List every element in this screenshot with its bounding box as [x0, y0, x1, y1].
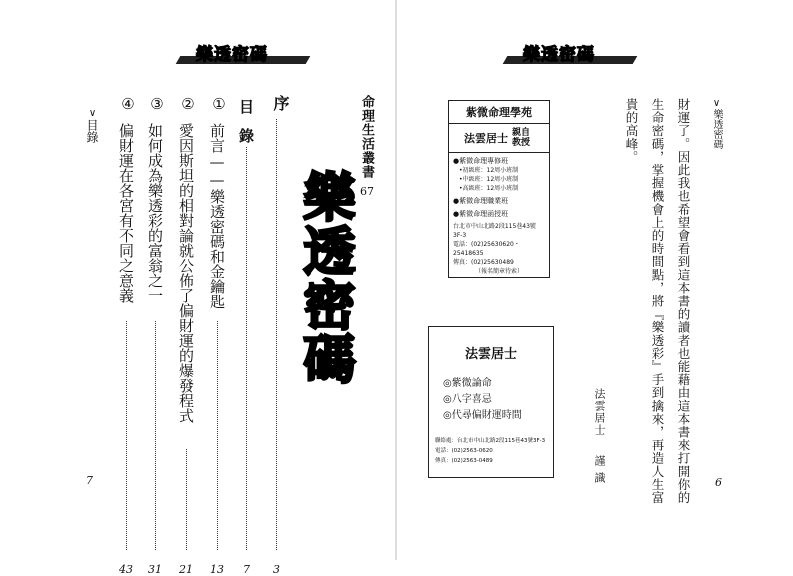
toc-leader-dots: [217, 321, 218, 550]
toc-entry-title: 愛因斯坦的相對論就公佈了偏財運的爆發程式: [177, 123, 195, 423]
toc-leader-dots: [155, 321, 156, 550]
ad-service-item: ◎八字喜忌: [443, 394, 492, 405]
body-line: 生命密碼，掌握機會上的時間點，將『樂透彩』手到擒來，再造人生富: [650, 98, 665, 505]
banner-text: 樂透密碼: [523, 45, 595, 65]
banner-text: 樂透密碼: [196, 45, 268, 65]
toc-entry-number: ④: [119, 95, 137, 113]
toc-entry-number: 序: [271, 95, 290, 111]
toc-leader-dots: [276, 119, 277, 550]
ad-course-professional: ●紫微命理職業班: [453, 197, 509, 205]
toc-entry-page: 31: [148, 563, 162, 576]
toc-entry-number: ①: [210, 95, 228, 113]
body-line: 貴的高峰。: [624, 98, 639, 164]
ad-academy-title: 紫微命理學苑: [449, 101, 549, 124]
ad-phone: 電話：(02)25630620・25418635: [453, 241, 520, 257]
ad-services-fax: 傳真：(02)2563-0489: [435, 458, 493, 464]
ad-services-title: 法雲居士: [464, 347, 517, 362]
ad-services-address: 聯絡處：台北市中山北路2段115巷43號3F-3: [435, 438, 546, 444]
cover-title: 樂透密碼: [294, 170, 354, 386]
ad-academy-teacher: 法雲居士: [464, 132, 508, 145]
ad-services-box: [428, 326, 554, 478]
toc-leader-dots: [246, 147, 247, 550]
toc-leader-dots: [126, 321, 127, 550]
ad-course-correspondence: ●紫微命理函授班: [453, 210, 509, 218]
toc-entry-title: 如何成為樂透彩的富翁之一: [146, 123, 164, 303]
right-page-number: 6: [715, 476, 722, 489]
ad-course-item: •高級班：12周小班制: [459, 185, 519, 192]
ad-course-main: ●紫微命理專修班: [453, 157, 509, 165]
ad-services-phone: 電話：(02)2563-0620: [435, 448, 493, 454]
signature-note: 謹識: [593, 455, 606, 489]
toc-entry-page: 13: [210, 563, 224, 576]
right-banner: [505, 40, 635, 68]
series-title: 命理生活叢書: [359, 95, 374, 179]
signature-name: 法雲居士: [593, 388, 606, 436]
ad-course-item: •中級班：12周小班制: [459, 176, 519, 183]
toc-entry-title: 目錄: [237, 99, 255, 157]
body-line: 財運了。因此我也希望會看到這本書的讀者也能藉由這本書來打開你的: [676, 98, 691, 505]
right-page: [397, 0, 793, 560]
ad-academy-box: [448, 100, 550, 278]
ad-address: 台北市中山北路2段115巷43號3F-3: [453, 223, 536, 239]
toc-entry-number: ③: [148, 95, 166, 113]
left-page-number: 7: [86, 474, 93, 487]
toc-entry-title: 前言——樂透密碼和金鑰匙: [208, 123, 226, 309]
ad-academy-teach-label: 親自教授: [512, 128, 531, 148]
left-header-vertical: ∨目錄: [85, 108, 99, 143]
left-page: [0, 0, 396, 576]
ad-service-item: ◎代尋偏財運時間: [443, 410, 522, 421]
right-header-vertical: ∨樂透密碼: [711, 98, 722, 149]
ad-service-item: ◎紫微論命: [443, 378, 492, 389]
toc-entry-page: 3: [273, 563, 280, 576]
left-banner: [178, 40, 308, 68]
ad-note: （報名簡章待索）: [474, 268, 523, 275]
toc-entry-page: 7: [243, 563, 250, 576]
toc-entry-page: 21: [179, 563, 193, 576]
series-number: 67: [360, 185, 374, 198]
toc-entry-page: 43: [119, 563, 133, 576]
toc-leader-dots: [186, 449, 187, 550]
toc-entry-title: 偏財運在各宮有不同之意義: [117, 123, 135, 303]
ad-fax: 傳真：(02)25630489: [453, 259, 514, 266]
toc-entry-number: ②: [179, 95, 197, 113]
ad-course-item: •初級班：12周小班制: [459, 167, 519, 174]
